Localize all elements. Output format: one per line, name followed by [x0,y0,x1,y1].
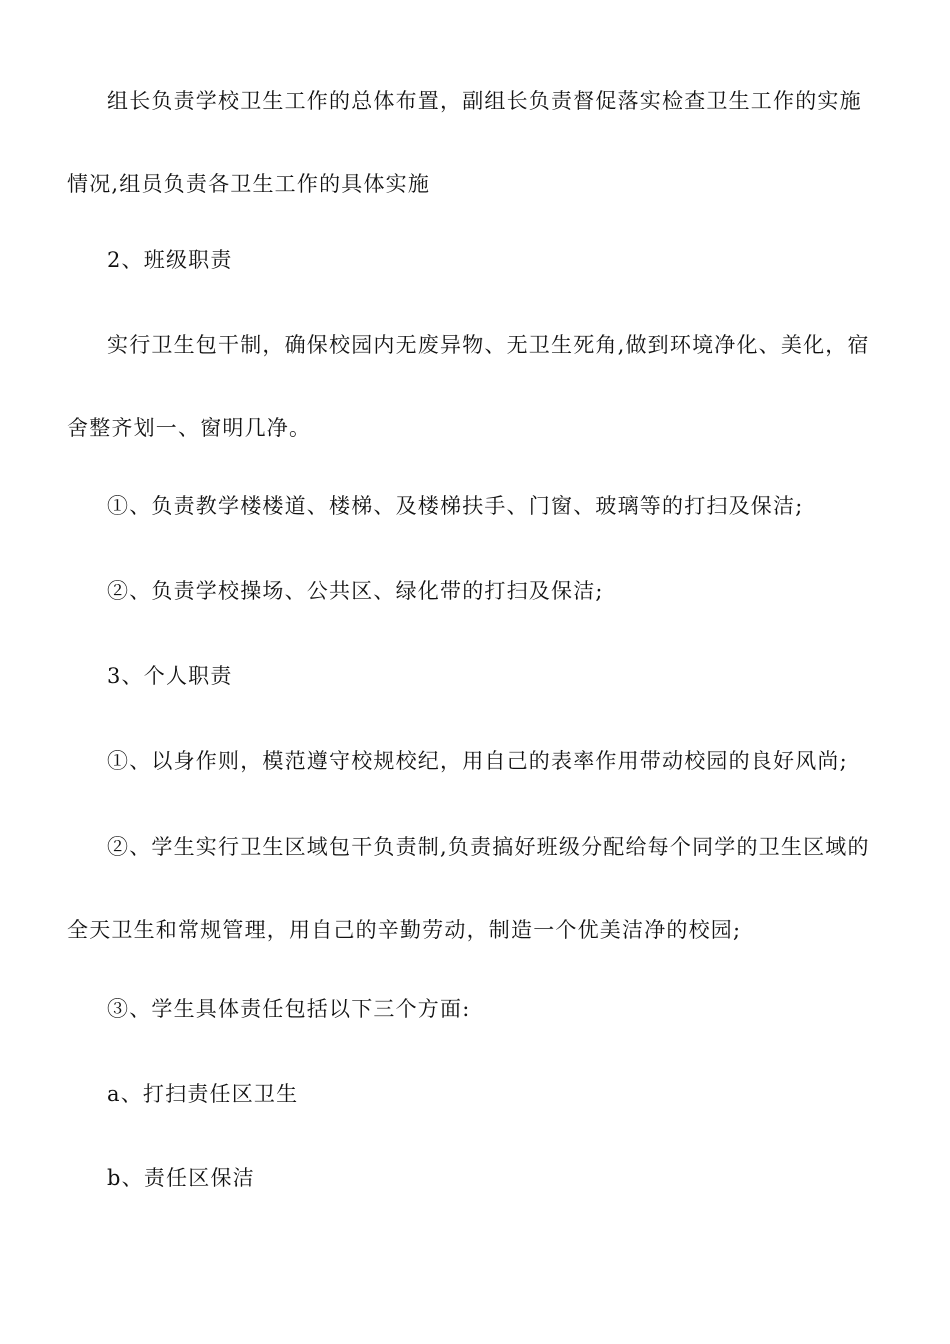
heading-personal-duties: 3、个人职责 [107,664,233,688]
list-item-personal-1: ①、以身作则，模范遵守校规校纪，用自己的表率作用带动校园的良好风尚; [107,749,848,773]
list-item-personal-2: ②、学生实行卫生区域包干负责制,负责搞好班级分配给每个同学的卫生区域的全天卫生和常规管理，用自己的辛勤劳动，制造一个优美洁净的校园; [67,835,870,942]
list-item-class-1: ①、负责教学楼楼道、楼梯、及楼梯扶手、门窗、玻璃等的打扫及保洁; [107,494,804,518]
heading-class-duties: 2、班级职责 [107,248,233,272]
paragraph-group-duties: 组长负责学校卫生工作的总体布置，副组长负责督促落实检查卫生工作的实施情况,组员负责各卫生工作的具体实施 [67,89,862,196]
list-item-sub-a: a、打扫责任区卫生 [107,1082,299,1106]
list-item-sub-b: b、责任区保洁 [107,1166,255,1190]
list-item-class-2: ②、负责学校操场、公共区、绿化带的打扫及保洁; [107,579,604,603]
list-item-personal-3: ③、学生具体责任包括以下三个方面: [107,997,471,1021]
paragraph-class-responsibility: 实行卫生包干制，确保校园内无废异物、无卫生死角,做到环境净化、美化，宿舍整齐划一、窗明几净。 [67,333,870,440]
